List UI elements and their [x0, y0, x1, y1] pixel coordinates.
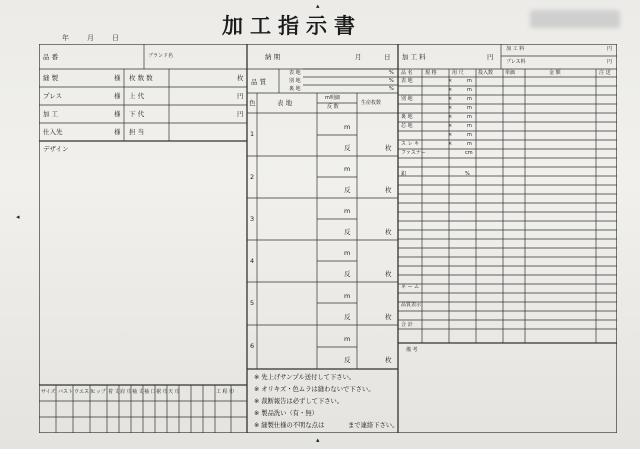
mat-x-7: × [448, 132, 453, 138]
row4-han: 反 [344, 270, 351, 278]
size-col-hip: ヒップ [91, 389, 106, 395]
header-color: 色 [249, 99, 256, 107]
row4-m: m [344, 249, 351, 257]
quality-lining: 裏 地 [289, 86, 301, 92]
row-unit-process: 円 [237, 110, 244, 118]
quality-lining-unit: % [389, 86, 394, 92]
row-number-6: 6 [250, 342, 255, 350]
row1-m: m [344, 123, 351, 131]
mat-header-qty: 投入数 [478, 70, 494, 76]
row-field-sewing: 枚 数 数 [129, 74, 153, 82]
mat-name-9: ファスナー [401, 150, 426, 156]
row-sama-process: 様 [114, 110, 121, 118]
button-unit: % [465, 171, 470, 177]
row5-m: m [344, 292, 351, 300]
mat-name-6: 芯 地 [401, 123, 413, 129]
total-label: 合 計 [401, 322, 413, 328]
row3-m: m [344, 207, 351, 215]
row-sama-supplier: 様 [114, 128, 121, 136]
row-number-1: 1 [250, 130, 255, 138]
noki-day: 日 [384, 53, 391, 61]
row2-mai: 枚 [385, 186, 392, 194]
note-sample: ※ 先上げサンプル送付して下さい。 [254, 374, 356, 381]
punch-mark-bottom: ▴ [316, 436, 320, 444]
row1-han: 反 [344, 144, 351, 152]
note-contact-end: まで連絡下さい。 [348, 422, 399, 429]
row3-han: 反 [344, 228, 351, 236]
row-number-4: 4 [250, 257, 255, 265]
mat-header-unitprice: 単価 [505, 70, 516, 76]
size-col-sleeve: 袖 丈 [132, 389, 144, 395]
mat-name-3: 別 地 [401, 96, 413, 102]
punch-mark-top: ▴ [316, 2, 320, 10]
mat-name-5: 裏 地 [401, 114, 413, 120]
row2-m: m [344, 165, 351, 173]
size-col-process: 工 程 巾 [216, 389, 235, 395]
row-field-supplier: 担 当 [129, 128, 145, 136]
quality-outer: 表 地 [289, 70, 301, 76]
row-sama-sewing: 様 [114, 74, 121, 82]
mat-header-order: 注 送 [599, 70, 611, 76]
kakoryo2-label: 加 工 料 [506, 46, 525, 52]
note-washing: ※ 製品洗い（有・無） [254, 410, 318, 417]
mat-unit-8: m [467, 141, 472, 147]
remarks-label: 備 考 [406, 347, 418, 353]
button-label: 釦 [401, 171, 407, 177]
row-label-press: プレス [43, 92, 63, 100]
noki-label: 納 期 [265, 53, 281, 61]
row4-mai: 枚 [385, 270, 392, 278]
mat-x-5: × [448, 114, 453, 120]
size-col-bust: バスト [58, 389, 74, 395]
blurred-company-stamp [530, 10, 620, 28]
name-tag-label: ネ ー ム [401, 284, 420, 290]
row-number-5: 5 [250, 299, 255, 307]
mat-x-4: × [448, 105, 453, 111]
row-unit-press: 円 [237, 92, 244, 100]
mat-unit-2: m [467, 87, 472, 93]
kakoryo2-yen: 円 [607, 46, 613, 52]
row1-mai: 枚 [385, 144, 392, 152]
quality-tag-label: 品質表示 [401, 302, 422, 308]
row-number-3: 3 [250, 215, 255, 223]
design-label: デザイン [43, 145, 69, 153]
size-col-length: 着 丈 [108, 389, 120, 395]
row3-mai: 枚 [385, 228, 392, 236]
row2-han: 反 [344, 186, 351, 194]
size-col-size: サイズ [41, 389, 56, 395]
note-contact: ※ 縫製仕様の不明な点は [254, 422, 325, 429]
row6-mai: 枚 [385, 356, 392, 364]
mat-unit-7: m [467, 132, 472, 138]
mat-x-3: × [448, 96, 453, 102]
document-title: 加工指示書 [222, 14, 362, 38]
date-year-label: 年 [62, 34, 69, 42]
mat-header-amount: 金 額 [549, 70, 561, 76]
row6-han: 反 [344, 356, 351, 364]
quality-outer-unit: % [389, 70, 394, 76]
mat-name-1: 表 地 [401, 78, 413, 84]
noki-month: 月 [355, 53, 362, 61]
pressryo-label: プレス料 [506, 59, 526, 65]
header-rolls: 反 数 [327, 104, 339, 110]
quality-sub-unit: % [389, 78, 394, 84]
punch-mark-left: ◂ [16, 213, 20, 221]
row-label-supplier: 仕入先 [43, 128, 63, 136]
mat-header-spec: 規 格 [425, 70, 437, 76]
mat-x-6: × [448, 123, 453, 129]
brand-label: ブランド名 [148, 53, 174, 59]
date-month-label: 月 [87, 34, 94, 42]
mat-x-8: × [448, 141, 453, 147]
pressryo-yen: 円 [607, 59, 613, 65]
mat-unit-4: m [467, 105, 472, 111]
row-field-press: 上 代 [129, 92, 145, 100]
mat-unit-1: m [467, 78, 472, 84]
row-label-sewing: 縫 製 [43, 74, 59, 82]
header-fabric: 表 地 [277, 99, 293, 107]
kakoryo-label: 加 工 料 [402, 53, 426, 61]
mat-x-2: × [448, 87, 453, 93]
mat-header-name: 品 名 [401, 70, 413, 76]
note-cutting-report: ※ 裁断報告は必ずして下さい。 [254, 398, 344, 405]
quality-label: 品 質 [251, 78, 267, 86]
row6-m: m [344, 335, 351, 343]
mat-x-1: × [448, 78, 453, 84]
header-meter: m明細 [325, 95, 340, 101]
mat-header-length: 用 尺 [452, 70, 464, 76]
quality-sub: 別 地 [289, 78, 301, 84]
row-number-2: 2 [250, 173, 255, 181]
date-day-label: 日 [112, 34, 119, 42]
hinban-label: 品 番 [43, 53, 59, 61]
row-field-process: 下 代 [129, 110, 145, 118]
size-col-waist: ウエスト [74, 389, 95, 395]
row5-han: 反 [344, 313, 351, 321]
mat-unit-5: m [467, 114, 472, 120]
size-col-shoulder: 肩 巾 [120, 389, 132, 395]
row5-mai: 枚 [385, 313, 392, 321]
size-col-cuff: 袖 口 [144, 389, 156, 395]
size-col-hem: 裾 巾 [156, 389, 168, 395]
mat-unit-3: m [467, 96, 472, 102]
note-defects: ※ オリキズ・色ムラは縫わないで下さい。 [254, 386, 375, 393]
row-label-process: 加 工 [43, 110, 59, 118]
mat-unit-6: m [467, 123, 472, 129]
header-production: 生産枚数 [361, 100, 382, 106]
row-unit-sewing: 枚 [237, 74, 244, 82]
size-col-top: 天 巾 [168, 389, 180, 395]
mat-name-8: ス レ キ [401, 141, 420, 147]
mat-unit-9: cm [465, 150, 473, 156]
row-sama-press: 様 [114, 92, 121, 100]
kakoryo-yen: 円 [487, 53, 494, 61]
